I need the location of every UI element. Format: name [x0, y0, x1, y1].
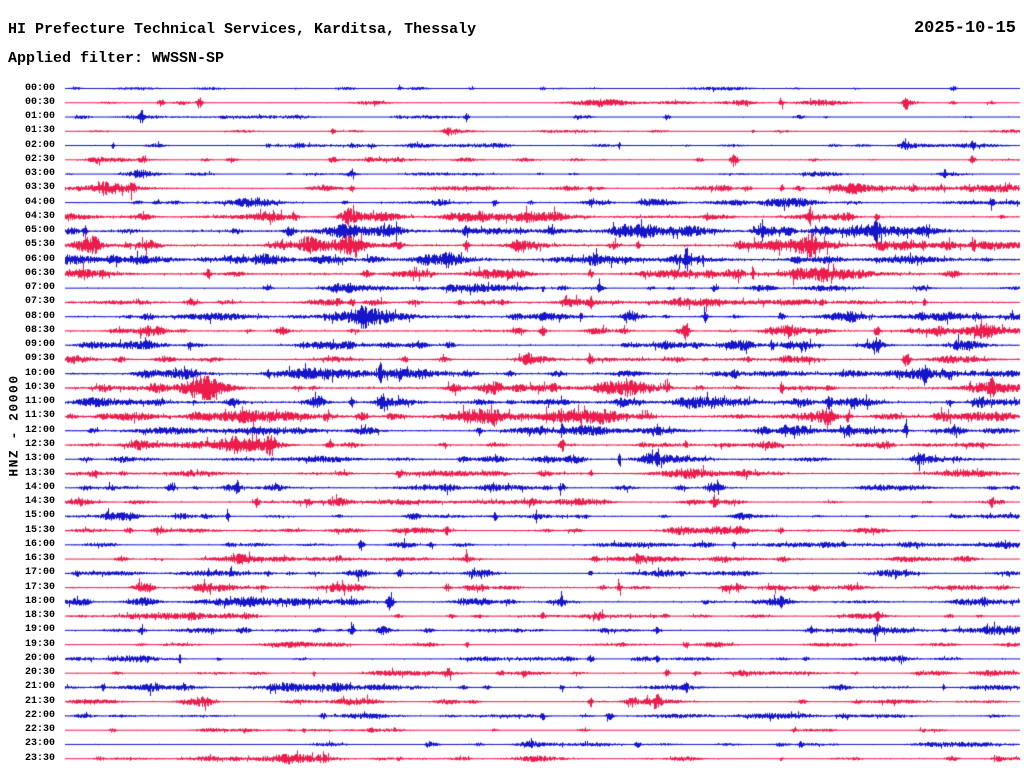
- time-label: 00:30: [24, 96, 55, 108]
- applied-filter-label: Applied filter: WWSSN-SP: [8, 50, 225, 67]
- time-label: 12:00: [24, 424, 55, 436]
- time-label: 23:30: [24, 752, 55, 764]
- time-label: 13:30: [24, 467, 55, 479]
- time-label: 16:00: [24, 538, 55, 550]
- time-label: 21:00: [24, 681, 55, 693]
- time-label: 17:00: [24, 567, 55, 579]
- time-label: 02:30: [24, 153, 55, 165]
- time-label: 02:00: [24, 139, 55, 151]
- time-label: 21:30: [24, 695, 55, 707]
- time-label: 20:30: [24, 667, 55, 679]
- time-label: 22:30: [24, 724, 55, 736]
- time-label: 23:00: [24, 738, 55, 750]
- time-label: 06:30: [24, 267, 55, 279]
- time-label: 14:30: [24, 496, 55, 508]
- time-label: 05:30: [24, 239, 55, 251]
- time-label: 10:30: [24, 381, 55, 393]
- time-label: 03:30: [24, 182, 55, 194]
- time-label: 13:00: [24, 453, 55, 465]
- time-label: 15:00: [24, 510, 55, 522]
- time-label: 20:00: [24, 652, 55, 664]
- time-label: 03:00: [24, 168, 55, 180]
- time-label: 17:30: [24, 581, 55, 593]
- time-label: 19:00: [24, 624, 55, 636]
- channel-scale-axis-label: HNZ - 20000: [6, 374, 22, 477]
- time-label: 14:00: [24, 481, 55, 493]
- time-label: 15:30: [24, 524, 55, 536]
- time-label: 08:00: [24, 310, 55, 322]
- time-label: 04:30: [24, 210, 55, 222]
- time-label: 11:30: [24, 410, 55, 422]
- time-label: 12:30: [24, 439, 55, 450]
- time-label: 10:00: [24, 367, 55, 379]
- time-label: 08:30: [24, 324, 55, 336]
- time-label: 07:00: [24, 282, 55, 294]
- time-label: 01:00: [24, 111, 55, 123]
- time-label: 09:00: [24, 339, 55, 351]
- time-label: 04:00: [24, 196, 55, 208]
- time-label: 07:30: [24, 296, 55, 308]
- time-label: 09:30: [24, 353, 55, 365]
- time-label: 01:30: [24, 125, 55, 137]
- time-label: 16:30: [24, 553, 55, 565]
- time-label: 18:30: [24, 610, 55, 622]
- time-label: 11:00: [24, 396, 55, 408]
- time-label: 06:00: [24, 253, 55, 265]
- time-label: 00:00: [24, 82, 55, 94]
- page-title: HI Prefecture Technical Services, Karditsa, Thessaly: [8, 21, 477, 38]
- time-label: 19:30: [24, 638, 55, 650]
- record-date: 2025-10-15: [913, 19, 1016, 38]
- time-label: 05:00: [24, 225, 55, 237]
- time-label: 22:00: [24, 709, 55, 721]
- time-label: 18:00: [24, 595, 55, 607]
